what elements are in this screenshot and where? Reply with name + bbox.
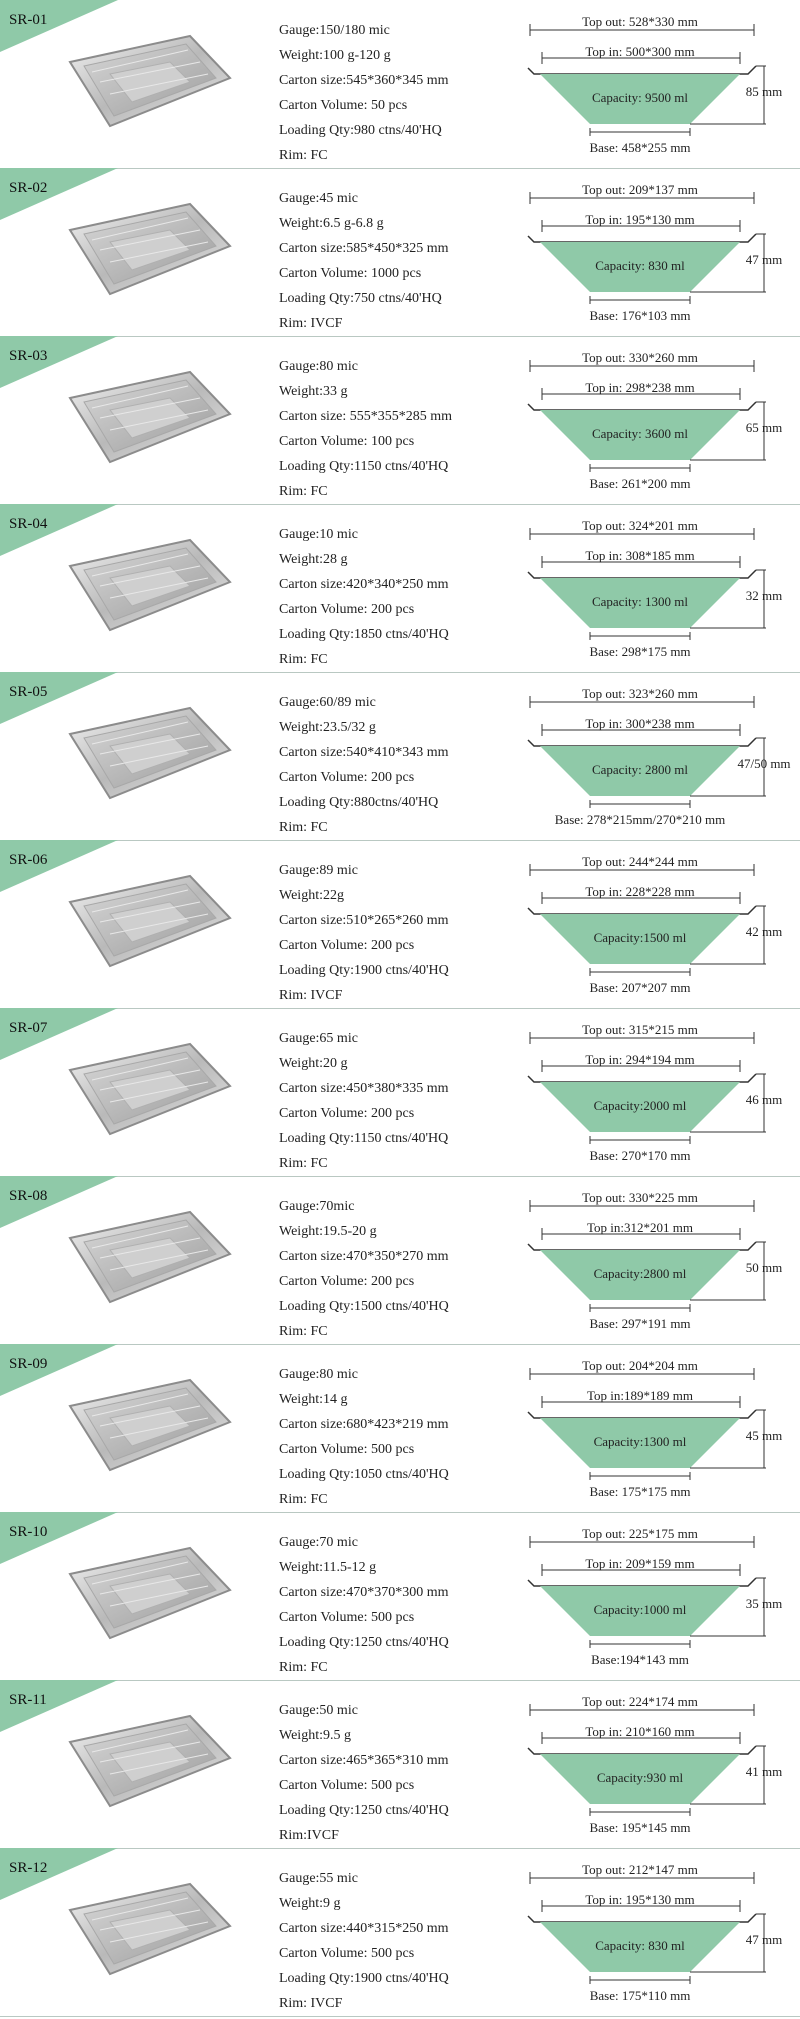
carton-size-text: Carton size:470*350*270 mm [279,1249,449,1264]
top-out-label: Top out: 224*174 mm [582,1694,698,1709]
weight-text: Weight:23.5/32 g [279,720,376,735]
product-code: SR-08 [9,1188,48,1204]
weight-text: Weight:20 g [279,1056,348,1071]
carton-volume-text: Carton Volume: 500 pcs [279,1610,415,1625]
loading-qty-text: Loading Qty:980 ctns/40'HQ [279,123,442,138]
product-row [0,840,800,1009]
gauge-text: Gauge:80 mic [279,359,358,374]
dimension-diagram [520,172,800,334]
product-row [0,1848,800,2017]
depth-label: 47 mm [745,252,783,267]
carton-volume-text: Carton Volume: 100 pcs [279,434,415,449]
top-out-label: Top out: 330*260 mm [582,350,698,365]
base-label: Base: 195*145 mm [589,1820,691,1835]
square-foil-tray-photo [40,862,240,994]
depth-label: 47 mm [745,1932,783,1947]
loading-qty-text: Loading Qty:1050 ctns/40'HQ [279,1467,449,1482]
spec-list [279,1866,449,2016]
top-out-label: Top out: 324*201 mm [582,518,698,533]
top-in-label: Top in: 300*238 mm [585,716,695,731]
carton-size-text: Carton size:585*450*325 mm [279,241,449,256]
carton-size-text: Carton size:450*380*335 mm [279,1081,449,1096]
spec-list [279,18,449,168]
carton-volume-text: Carton Volume: 500 pcs [279,1442,415,1457]
base-label: Base:194*143 mm [591,1652,689,1667]
capacity-label: Capacity: 830 ml [595,1938,685,1953]
capacity-label: Capacity: 830 ml [595,258,685,273]
rectangular-foil-tray-top-photo [40,1534,240,1666]
base-label: Base: 270*170 mm [589,1148,691,1163]
rim-text: Rim: IVCF [279,316,343,331]
carton-volume-text: Carton Volume: 200 pcs [279,770,415,785]
loading-qty-text: Loading Qty:1500 ctns/40'HQ [279,1299,449,1314]
weight-text: Weight:6.5 g-6.8 g [279,216,384,231]
spec-list [279,858,449,1008]
spec-list [279,1530,449,1680]
rim-text: Rim: FC [279,1324,328,1339]
product-row [0,336,800,505]
gauge-text: Gauge:55 mic [279,1871,358,1886]
capacity-label: Capacity: 9500 ml [591,90,689,105]
capacity-label: Capacity:1300 ml [593,1434,687,1449]
carton-size-text: Carton size:540*410*343 mm [279,745,449,760]
weight-text: Weight:19.5-20 g [279,1224,377,1239]
top-out-label: Top out: 212*147 mm [582,1862,698,1877]
gauge-text: Gauge:70 mic [279,1535,358,1550]
product-row [0,672,800,841]
rectangular-foil-tray-top-photo [40,1198,240,1330]
rim-text: Rim: FC [279,148,328,163]
loading-qty-text: Loading Qty:1150 ctns/40'HQ [279,1131,449,1146]
rectangular-foil-tray-photo [40,22,240,154]
capacity-label: Capacity:2000 ml [593,1098,687,1113]
top-in-label: Top in: 195*130 mm [585,212,695,227]
carton-size-text: Carton size:465*365*310 mm [279,1753,449,1768]
carton-size-text: Carton size:470*370*300 mm [279,1585,449,1600]
rectangular-foil-tray-photo [40,1702,240,1834]
dimension-diagram [520,1180,800,1342]
carton-volume-text: Carton Volume: 200 pcs [279,602,415,617]
loading-qty-text: Loading Qty:1900 ctns/40'HQ [279,1971,449,1986]
product-code: SR-09 [9,1356,48,1372]
spec-list [279,1698,449,1848]
product-code: SR-06 [9,852,48,868]
top-in-label: Top in: 195*130 mm [585,1892,695,1907]
top-out-label: Top out: 225*175 mm [582,1526,698,1541]
spec-list [279,1026,449,1176]
top-in-label: Top in: 500*300 mm [585,44,695,59]
depth-label: 47/50 mm [737,756,791,771]
product-row [0,1344,800,1513]
capacity-label: Capacity:1500 ml [593,930,687,945]
product-code: SR-11 [9,1692,47,1708]
carton-size-text: Carton size:545*360*345 mm [279,73,449,88]
carton-size-text: Carton size:510*265*260 mm [279,913,449,928]
gauge-text: Gauge:60/89 mic [279,695,376,710]
gauge-text: Gauge:89 mic [279,863,358,878]
rim-text: Rim: FC [279,484,328,499]
rectangular-foil-tray-photo [40,526,240,658]
dimension-diagram [520,4,800,166]
carton-volume-text: Carton Volume: 200 pcs [279,938,415,953]
depth-label: 85 mm [745,84,783,99]
carton-volume-text: Carton Volume: 200 pcs [279,1106,415,1121]
product-code: SR-12 [9,1860,48,1876]
rectangular-foil-tray-photo [40,358,240,490]
dimension-diagram [520,1348,800,1510]
carton-size-text: Carton size: 555*355*285 mm [279,409,453,424]
product-code: SR-07 [9,1020,48,1036]
carton-volume-text: Carton Volume: 500 pcs [279,1946,415,1961]
weight-text: Weight:33 g [279,384,348,399]
weight-text: Weight:28 g [279,552,348,567]
depth-label: 50 mm [745,1260,783,1275]
top-out-label: Top out: 330*225 mm [582,1190,698,1205]
capacity-label: Capacity:930 ml [596,1770,684,1785]
gauge-text: Gauge:45 mic [279,191,358,206]
capacity-label: Capacity: 1300 ml [591,594,689,609]
base-label: Base: 207*207 mm [589,980,691,995]
loading-qty-text: Loading Qty:1250 ctns/40'HQ [279,1635,449,1650]
capacity-label: Capacity:2800 ml [593,1266,687,1281]
dimension-diagram [520,1516,800,1678]
base-label: Base: 261*200 mm [589,476,691,491]
depth-label: 35 mm [745,1596,783,1611]
capacity-label: Capacity: 2800 ml [591,762,689,777]
dimension-diagram [520,1012,800,1174]
top-out-label: Top out: 315*215 mm [582,1022,698,1037]
top-out-label: Top out: 244*244 mm [582,854,698,869]
product-code: SR-04 [9,516,48,532]
rectangular-foil-tray-photo [40,190,240,322]
rim-text: Rim: FC [279,820,328,835]
gauge-text: Gauge:50 mic [279,1703,358,1718]
dimension-diagram [520,844,800,1006]
weight-text: Weight:9.5 g [279,1728,351,1743]
weight-text: Weight:22g [279,888,344,903]
loading-qty-text: Loading Qty:1900 ctns/40'HQ [279,963,449,978]
dimension-diagram [520,676,800,838]
top-in-label: Top in: 298*238 mm [585,380,695,395]
product-code: SR-01 [9,12,48,28]
depth-label: 65 mm [745,420,783,435]
product-row [0,168,800,337]
top-in-label: Top in: 294*194 mm [585,1052,695,1067]
capacity-label: Capacity: 3600 ml [591,426,689,441]
base-label: Base: 176*103 mm [589,308,691,323]
carton-size-text: Carton size:680*423*219 mm [279,1417,449,1432]
rectangular-foil-tray-photo [40,1870,240,2002]
base-label: Base: 278*215mm/270*210 mm [554,812,726,827]
loading-qty-text: Loading Qty:880ctns/40'HQ [279,795,439,810]
top-out-label: Top out: 209*137 mm [582,182,698,197]
product-code: SR-05 [9,684,48,700]
loading-qty-text: Loading Qty:750 ctns/40'HQ [279,291,442,306]
top-out-label: Top out: 528*330 mm [582,14,698,29]
rim-text: Rim: IVCF [279,988,343,1003]
loading-qty-text: Loading Qty:1150 ctns/40'HQ [279,459,449,474]
weight-text: Weight:9 g [279,1896,341,1911]
gauge-text: Gauge:65 mic [279,1031,358,1046]
top-in-label: Top in: 209*159 mm [585,1556,695,1571]
base-label: Base: 175*175 mm [589,1484,691,1499]
weight-text: Weight:11.5-12 g [279,1560,377,1575]
rim-text: Rim:IVCF [279,1828,339,1843]
depth-label: 41 mm [745,1764,783,1779]
top-in-label: Top in: 228*228 mm [585,884,695,899]
spec-list [279,354,452,504]
spec-list [279,1194,449,1344]
depth-label: 45 mm [745,1428,783,1443]
product-code: SR-02 [9,180,48,196]
rim-text: Rim: FC [279,1492,328,1507]
product-row [0,1680,800,1849]
product-row [0,1512,800,1681]
loading-qty-text: Loading Qty:1850 ctns/40'HQ [279,627,449,642]
rectangular-foil-tray-photo [40,1030,240,1162]
carton-size-text: Carton size:420*340*250 mm [279,577,449,592]
spec-list [279,522,449,672]
weight-text: Weight:100 g-120 g [279,48,391,63]
gauge-text: Gauge:150/180 mic [279,23,390,38]
top-in-label: Top in:189*189 mm [587,1388,693,1403]
product-row [0,1008,800,1177]
rim-text: Rim: IVCF [279,1996,343,2011]
rim-text: Rim: FC [279,652,328,667]
rim-text: Rim: FC [279,1660,328,1675]
product-row [0,504,800,673]
carton-volume-text: Carton Volume: 50 pcs [279,98,408,113]
dimension-diagram [520,1684,800,1846]
product-row [0,0,800,169]
gauge-text: Gauge:10 mic [279,527,358,542]
dimension-diagram [520,340,800,502]
spec-list [279,1362,449,1512]
carton-volume-text: Carton Volume: 500 pcs [279,1778,415,1793]
spec-list [279,690,449,840]
rectangular-foil-tray-photo [40,694,240,826]
depth-label: 32 mm [745,588,783,603]
carton-size-text: Carton size:440*315*250 mm [279,1921,449,1936]
carton-volume-text: Carton Volume: 200 pcs [279,1274,415,1289]
base-label: Base: 298*175 mm [589,644,691,659]
product-code: SR-10 [9,1524,48,1540]
capacity-label: Capacity:1000 ml [593,1602,687,1617]
carton-volume-text: Carton Volume: 1000 pcs [279,266,422,281]
top-out-label: Top out: 323*260 mm [582,686,698,701]
dimension-diagram [520,1852,800,2014]
product-code: SR-03 [9,348,48,364]
gauge-text: Gauge:70mic [279,1199,355,1214]
base-label: Base: 175*110 mm [589,1988,691,2003]
top-out-label: Top out: 204*204 mm [582,1358,698,1373]
base-label: Base: 458*255 mm [589,140,691,155]
depth-label: 42 mm [745,924,783,939]
top-in-label: Top in: 210*160 mm [585,1724,695,1739]
square-foil-tray-top-photo [40,1366,240,1498]
loading-qty-text: Loading Qty:1250 ctns/40'HQ [279,1803,449,1818]
top-in-label: Top in: 308*185 mm [585,548,695,563]
weight-text: Weight:14 g [279,1392,348,1407]
rim-text: Rim: FC [279,1156,328,1171]
spec-list [279,186,449,336]
base-label: Base: 297*191 mm [589,1316,691,1331]
gauge-text: Gauge:80 mic [279,1367,358,1382]
top-in-label: Top in:312*201 mm [587,1220,693,1235]
depth-label: 46 mm [745,1092,783,1107]
dimension-diagram [520,508,800,670]
product-row [0,1176,800,1345]
